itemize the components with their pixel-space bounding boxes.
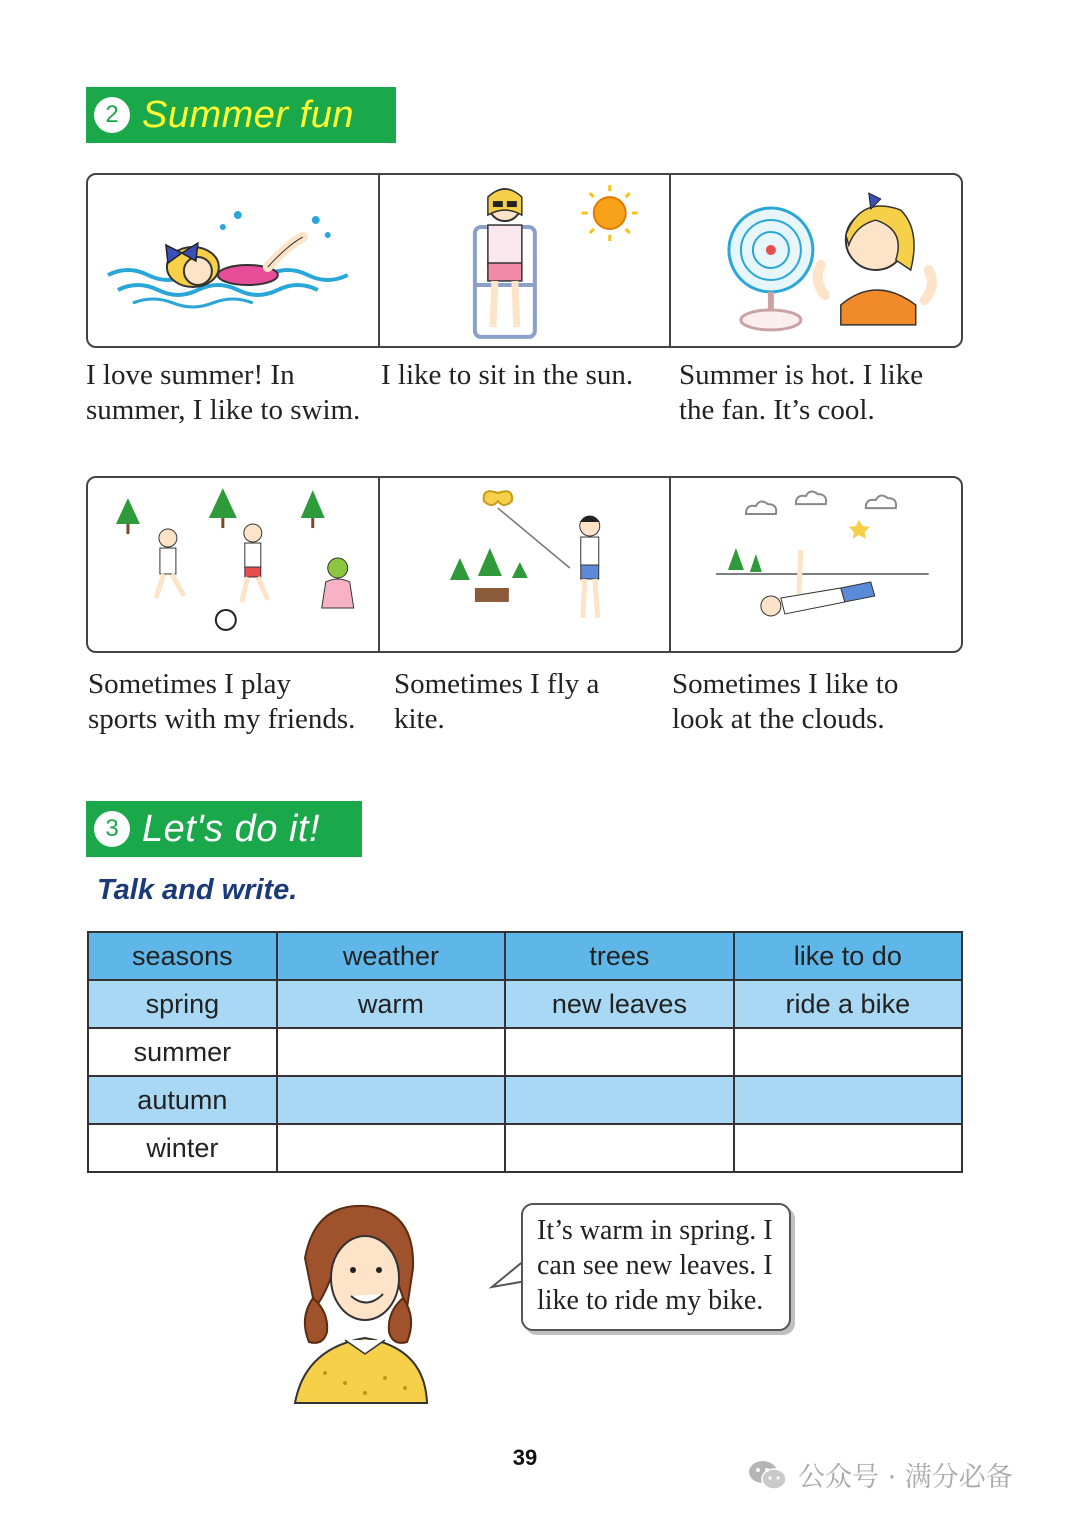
picture-strip-2 <box>86 476 963 653</box>
table-cell <box>734 1028 962 1076</box>
table-cell <box>505 1028 733 1076</box>
caption-clouds: Sometimes I like to look at the clouds. <box>672 668 899 735</box>
caption-swim: I love summer! In summer, I like to swim. <box>86 359 361 426</box>
football-kids-icon <box>88 478 378 651</box>
section-2-badge <box>86 87 396 143</box>
header-cell: seasons <box>88 932 277 980</box>
table-cell <box>505 1076 733 1124</box>
kite-boy-icon <box>380 478 670 651</box>
table-cell <box>277 1124 506 1172</box>
table-cell: winter <box>88 1124 277 1172</box>
seasons-table <box>87 931 963 1173</box>
table-cell: warm <box>277 980 506 1028</box>
illustration-boy-flying-kite <box>380 478 672 651</box>
illustration-boy-looking-at-clouds <box>671 478 961 651</box>
speech-line: can see new leaves. I <box>537 1250 773 1281</box>
table-row <box>88 980 962 1028</box>
caption-sports: Sometimes I play sports with my friends. <box>88 668 356 735</box>
watermark-text: 公众号 · 满分必备 <box>798 1462 1013 1493</box>
swimming-girl-icon <box>88 175 378 346</box>
fan-girl-icon <box>671 175 961 346</box>
table-cell <box>277 1076 506 1124</box>
illustration-girl-sitting-in-sun <box>380 175 672 346</box>
caption-sun: I like to sit in the sun. <box>381 359 634 391</box>
illustration-girl-with-fan <box>671 175 961 346</box>
caption-kite: Sometimes I fly a kite. <box>394 668 600 735</box>
header-cell: weather <box>277 932 506 980</box>
sitting-girl-icon <box>380 175 670 346</box>
table-cell: new leaves <box>505 980 733 1028</box>
section-3-badge <box>86 801 362 857</box>
table-row <box>88 1124 962 1172</box>
table-cell <box>734 1076 962 1124</box>
table-header-row <box>88 932 962 980</box>
watermark <box>748 1455 1013 1494</box>
speech-bubble <box>521 1203 791 1331</box>
caption-fan: Summer is hot. I like the fan. It’s cool. <box>679 359 924 426</box>
picture-strip-1 <box>86 173 963 348</box>
talking-girl-icon <box>285 1198 435 1408</box>
wechat-icon <box>748 1459 788 1491</box>
table-cell <box>505 1124 733 1172</box>
header-cell: like to do <box>734 932 962 980</box>
table-cell: summer <box>88 1028 277 1076</box>
section-title: Let's do it! <box>142 807 321 850</box>
header-cell: trees <box>505 932 733 980</box>
table-cell: ride a bike <box>734 980 962 1028</box>
speech-line: like to ride my bike. <box>537 1285 764 1316</box>
table-cell: spring <box>88 980 277 1028</box>
illustration-kids-playing-football <box>88 478 380 651</box>
page-number: 39 <box>512 1445 538 1470</box>
table-cell <box>277 1028 506 1076</box>
section-number: 3 <box>94 811 130 847</box>
table-cell <box>734 1124 962 1172</box>
illustration-girl-swimming <box>88 175 380 346</box>
section-title: Summer fun <box>142 93 354 136</box>
speech-line: It’s warm in spring. I <box>537 1215 773 1246</box>
table-cell: autumn <box>88 1076 277 1124</box>
section-number: 2 <box>94 97 130 133</box>
table-row <box>88 1076 962 1124</box>
instruction-subtitle: Talk and write. <box>97 874 298 906</box>
clouds-boy-icon <box>671 478 961 651</box>
table-row <box>88 1028 962 1076</box>
